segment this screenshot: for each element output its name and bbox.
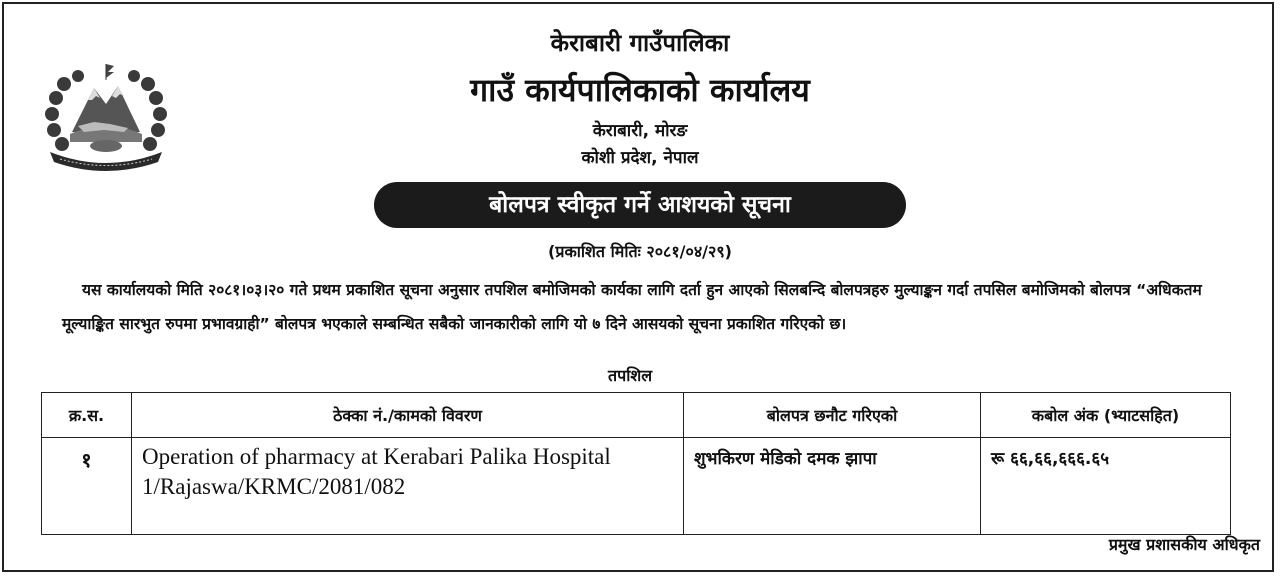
cell-selected-bidder: शुभकिरण मेडिको दमक झापा <box>684 438 981 535</box>
cell-description <box>132 438 684 535</box>
office-address: केराबारी, मोरङ <box>592 121 688 141</box>
signatory: प्रमुख प्रशासकीय अधिकृत <box>1108 535 1260 554</box>
cell-bid-amount: रू ६६,६६,६६६.६५ <box>981 438 1231 535</box>
office-province: कोशी प्रदेश, नेपाल <box>581 148 699 168</box>
municipality-name: केराबारी गाउँपालिका <box>550 29 730 57</box>
description-line-2: 1/Rajaswa/KRMC/2081/082 <box>142 474 406 499</box>
description-line-1: Operation of pharmacy at Kerabari Palika Hospital <box>142 444 611 469</box>
col-header-selected-bidder: बोलपत्र छनौट गरिएको <box>684 393 981 438</box>
notice-body-text: यस कार्यालयको मिति २०८१।०३।२० गते प्रथम प्रकाशित सूचना अनुसार तपशिल बमोजिमको कार्यका लागि दर्ता हुन आएको सिलबन्दि बोलपत्रहरु मुल्याङ्कन गर्दा तपसिल बमोजिमको बोलपत्र “अधिकतम मूल्याङ्कित सारभुत रुपमा प्रभावग्राही” बोलपत्र भएकाले सम्बन्धित सबैको जानकारीको लागि यो ७ दिने आसयको सूचना प्रकाशित गरिएको छ। <box>62 281 1202 333</box>
col-header-bid-amount: कबोल अंक (भ्याटसहित) <box>981 393 1231 438</box>
notice-title: बोलपत्र स्वीकृत गर्ने आशयको सूचना <box>374 182 906 228</box>
table-row <box>42 438 1231 535</box>
notice-body <box>62 273 1230 341</box>
cell-sn: १ <box>42 438 132 535</box>
published-date: (प्रकाशित मितिः २०८१/०४/२९) <box>548 242 732 261</box>
col-header-description: ठेक्का नं./कामको विवरण <box>132 393 684 438</box>
table-title: तपशिल <box>608 366 653 385</box>
details-table <box>41 392 1231 535</box>
table-header-row <box>42 393 1231 438</box>
office-name: गाउँ कार्यपालिकाको कार्यालय <box>470 71 810 109</box>
col-header-sn: क्र.स. <box>42 393 132 438</box>
